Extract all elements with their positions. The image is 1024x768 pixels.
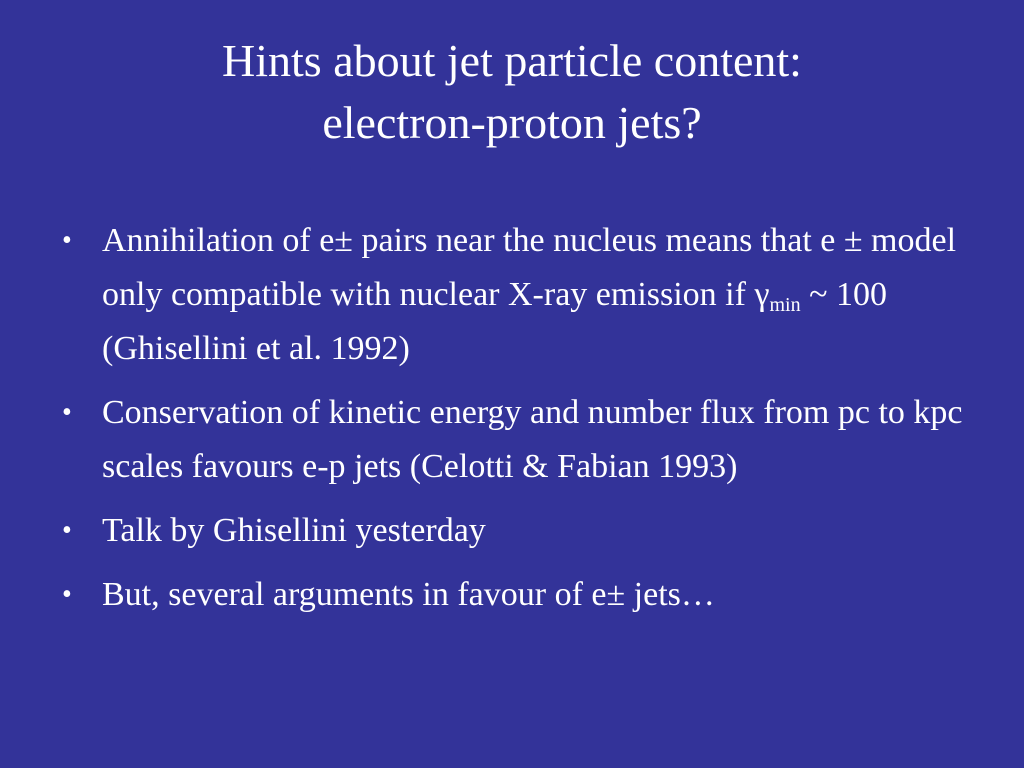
bullet-item-1: [60, 214, 980, 376]
slide-title: [0, 30, 1024, 154]
bullet-1-text: Annihilation of e± pairs near the nucleus means that e ± model only compatible with nuclear X-ray emission if γ: [102, 222, 957, 313]
bullet-item-4: [60, 568, 980, 622]
bullet-list: [60, 214, 980, 632]
bullet-item-3: [60, 504, 980, 558]
bullet-icon: •: [62, 225, 72, 256]
bullet-3-text: Talk by Ghisellini yesterday: [102, 512, 486, 549]
gamma-subscript: min: [769, 294, 801, 316]
title-line-2: electron-proton jets?: [322, 97, 702, 148]
bullet-4-text: But, several arguments in favour of e± jets…: [102, 576, 715, 613]
bullet-2-text: Conservation of kinetic energy and number flux from pc to kpc scales favours e-p jets (Celotti & Fabian 1993): [102, 394, 963, 485]
bullet-icon: •: [62, 515, 72, 546]
bullet-icon: •: [62, 579, 72, 610]
title-line-1: Hints about jet particle content:: [222, 35, 802, 86]
bullet-1-text-tail: ~ 100 (Ghisellini et al. 1992): [102, 276, 887, 367]
bullet-item-2: [60, 386, 980, 494]
bullet-icon: •: [62, 397, 72, 428]
